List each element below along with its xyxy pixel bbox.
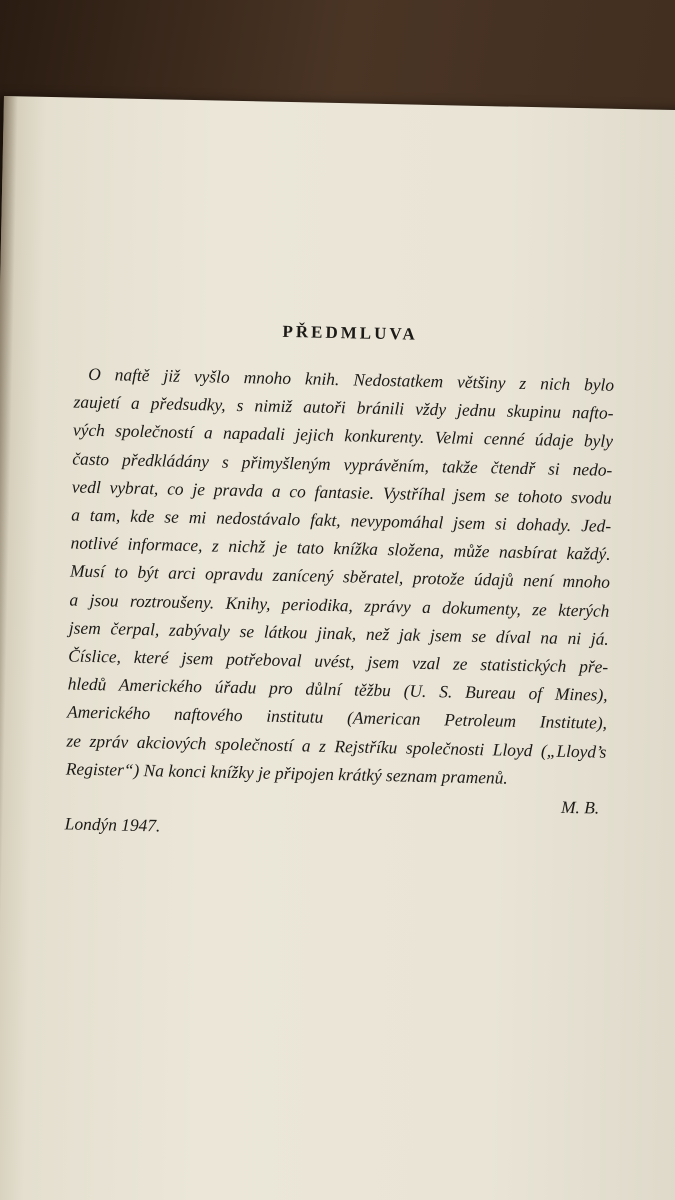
paragraph-line: Číslice, které jsem potřeboval uvést, jsem vzal ze statistických pře-: [68, 645, 609, 677]
paragraph-line: vých společností a napadali jejich konkurenty. Velmi cenné údaje byly: [72, 419, 614, 452]
book-page: [0, 96, 675, 1200]
paragraph-line: a jsou roztroušeny. Knihy, periodika, zprávy a dokumenty, ze kterých: [69, 589, 610, 621]
paragraph-line: a tam, kde se mi nedostávalo fakt, nevypomáhal jsem si dohady. Jed-: [71, 504, 612, 536]
paragraph-line: vedl vybrat, co je pravda a co fantasie. Vystříhal jsem se tohoto svodu: [71, 476, 612, 508]
paragraph-line: často předkládány s přimyšleným vyprávěním, takže čtendř si nedo-: [72, 448, 613, 480]
paragraph-line: notlivé informace, z nichž je tato knížka složena, může nasbírat každý.: [70, 532, 611, 565]
paragraph-line: Register“) Na konci knížky je připojen krátký seznam pramenů.: [65, 758, 508, 788]
paragraph-line: O naftě již vyšlo mnoho knih. Nedostatkem většiny z nich bylo: [87, 363, 615, 395]
paragraph-line: hledů Amerického úřadu pro důlní těžbu (U. S. Bureau of Mines),: [67, 673, 608, 706]
paragraph-line: ze zpráv akciových společností a z Rejstříku společnosti Lloyd („Lloyd’s: [66, 730, 607, 762]
page-title: PŘEDMLUVA: [282, 321, 418, 344]
paragraph-line: zaujetí a předsudky, s nimiž autoři bránili vždy jednu skupinu nafto-: [73, 391, 614, 424]
preface-paragraph: [66, 360, 615, 794]
author-initials: M. B.: [560, 796, 600, 818]
paragraph-line: jsem čerpal, zabývaly se látkou jinak, než jak jsem se díval na ni já.: [68, 617, 609, 649]
place-date: Londýn 1947.: [64, 813, 161, 836]
paragraph-line: Musí to být arci opravdu zanícený sběratel, protože údajů není mnoho: [69, 560, 611, 593]
page-content: [65, 318, 616, 846]
paragraph-line: Amerického naftového institutu (American Petroleum Institute),: [66, 701, 608, 734]
